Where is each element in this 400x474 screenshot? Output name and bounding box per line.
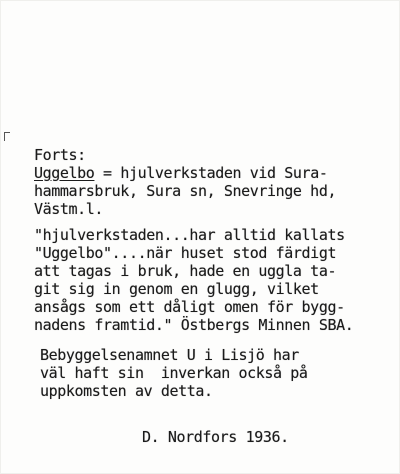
definition-text: = hjulverkstaden vid Sura-	[94, 164, 328, 182]
entry-line-2: hammarsbruk, Sura sn, Snevringe hd,	[34, 182, 337, 200]
note-line: Bebyggelsenamnet U i Lisjö har	[40, 346, 299, 364]
place-name: Uggelbo	[34, 164, 95, 182]
note-line: uppkomsten av detta.	[40, 382, 213, 400]
quote-line: git sig in genom en glugg, vilket	[34, 280, 319, 298]
quote-line: "Uggelbo"....när huset stod färdigt	[34, 244, 337, 262]
quote-line: nadens framtid." Östbergs Minnen SBA.	[34, 316, 354, 334]
quote-line: att tagas i bruk, hade en uggla ta-	[34, 262, 337, 280]
punch-mark	[4, 132, 10, 141]
entry-line-1	[34, 164, 327, 182]
signature: D. Nordfors 1936.	[142, 428, 289, 446]
quote-line: ansågs som ett dåligt omen för bygg-	[34, 298, 345, 316]
quote-line: "hjulverkstaden...har alltid kallats	[34, 226, 345, 244]
note-line: väl haft sin inverkan också på	[40, 364, 308, 382]
card-header: Forts:	[34, 146, 86, 164]
entry-line-3: Västm.l.	[34, 200, 104, 218]
